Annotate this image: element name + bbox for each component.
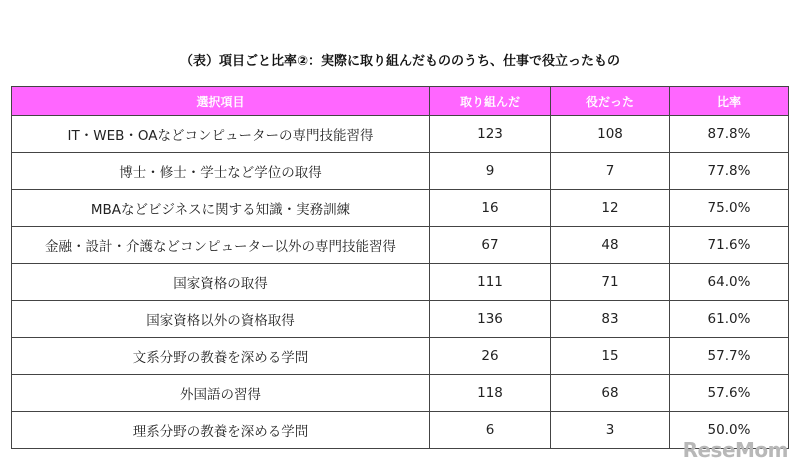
header-row [12, 87, 789, 116]
cell-tried: 118 [430, 375, 551, 412]
cell-useful: 48 [551, 227, 670, 264]
cell-item: 金融・設計・介護などコンピューター以外の専門技能習得 [12, 227, 430, 264]
cell-item: IT・WEB・OAなどコンピューターの専門技能習得 [12, 116, 430, 153]
cell-item: 博士・修士・学士など学位の取得 [12, 153, 430, 190]
table-title: （表）項目ごと比率②：実際に取り組んだもののうち、仕事で役立ったもの [179, 54, 620, 69]
cell-item: 国家資格以外の資格取得 [12, 301, 430, 338]
resemom-logo: ReseMom [682, 438, 788, 462]
cell-useful: 7 [551, 153, 670, 190]
cell-item: MBAなどビジネスに関する知識・実務訓練 [12, 190, 430, 227]
cell-useful: 108 [551, 116, 670, 153]
header-ratio: 比率 [670, 87, 789, 116]
cell-tried: 9 [430, 153, 551, 190]
cell-ratio: 57.6% [670, 375, 789, 412]
table-row [12, 227, 789, 264]
cell-item: 国家資格の取得 [12, 264, 430, 301]
cell-tried: 16 [430, 190, 551, 227]
cell-ratio: 87.8% [670, 116, 789, 153]
header-item: 選択項目 [12, 87, 430, 116]
cell-ratio: 75.0% [670, 190, 789, 227]
cell-ratio: 61.0% [670, 301, 789, 338]
table-row [12, 153, 789, 190]
cell-item: 理系分野の教養を深める学問 [12, 412, 430, 449]
cell-tried: 123 [430, 116, 551, 153]
table-row [12, 190, 789, 227]
data-table [11, 86, 789, 449]
cell-useful: 71 [551, 264, 670, 301]
table-row [12, 338, 789, 375]
table-row [12, 301, 789, 338]
cell-ratio: 57.7% [670, 338, 789, 375]
cell-useful: 3 [551, 412, 670, 449]
table-row [12, 412, 789, 449]
cell-tried: 6 [430, 412, 551, 449]
table-row [12, 264, 789, 301]
table-row [12, 375, 789, 412]
header-useful: 役だった [551, 87, 670, 116]
cell-ratio: 50.0% [670, 412, 789, 449]
cell-useful: 83 [551, 301, 670, 338]
cell-ratio: 64.0% [670, 264, 789, 301]
cell-useful: 15 [551, 338, 670, 375]
cell-ratio: 77.8% [670, 153, 789, 190]
cell-tried: 26 [430, 338, 551, 375]
cell-item: 文系分野の教養を深める学問 [12, 338, 430, 375]
cell-item: 外国語の習得 [12, 375, 430, 412]
table-row [12, 116, 789, 153]
cell-useful: 68 [551, 375, 670, 412]
cell-tried: 67 [430, 227, 551, 264]
cell-tried: 111 [430, 264, 551, 301]
header-tried: 取り組んだ [430, 87, 551, 116]
cell-tried: 136 [430, 301, 551, 338]
cell-useful: 12 [551, 190, 670, 227]
cell-ratio: 71.6% [670, 227, 789, 264]
